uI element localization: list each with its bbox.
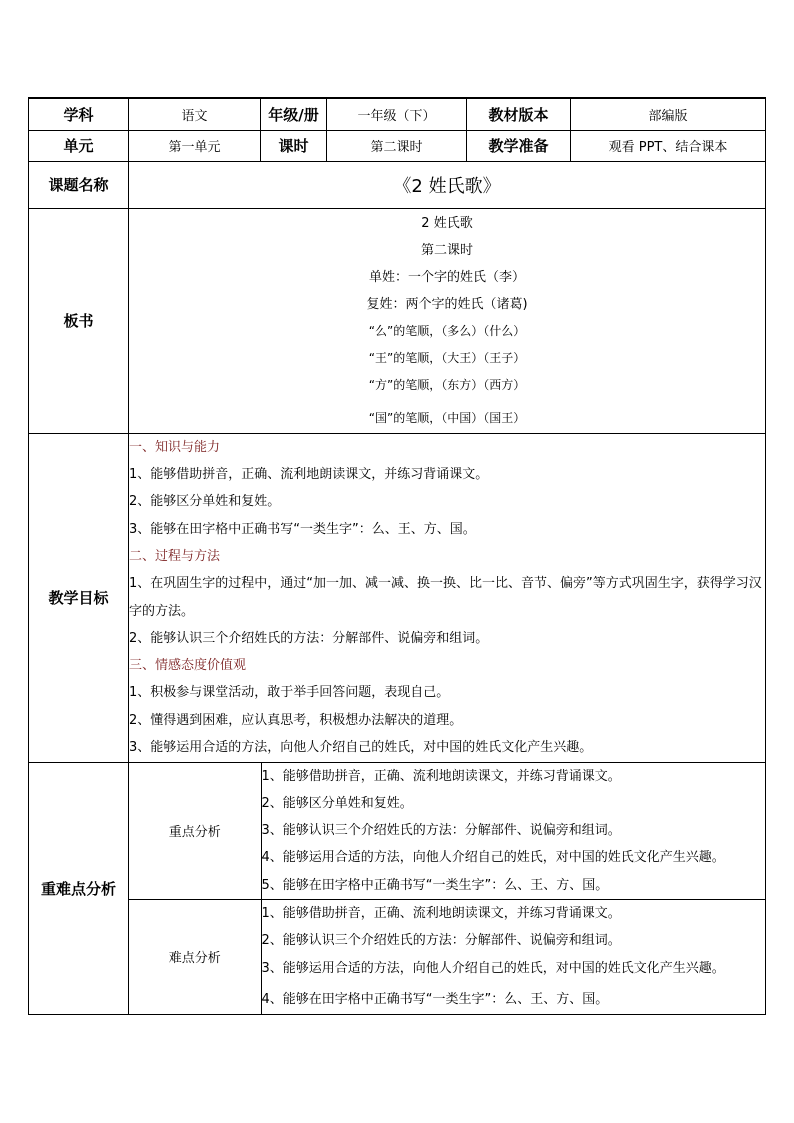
- goal-item: 3、能够运用合适的方法，向他人介绍自己的姓氏，对中国的姓氏文化产生兴趣。: [129, 739, 593, 755]
- board-line: “国”的笔顺，（中国）（国王）: [368, 410, 526, 425]
- period-value: 第二课时: [327, 130, 467, 161]
- period-label: 课时: [261, 130, 327, 161]
- board-line: “王”的笔顺，（大王）（王子）: [368, 350, 526, 365]
- header-row-1: [29, 98, 766, 130]
- goal-item: 1、积极参与课堂活动，敢于举手回答问题，表现自己。: [129, 685, 450, 701]
- key-point-item: 3、能够认识三个介绍姓氏的方法：分解部件、说偏旁和组词。: [261, 823, 621, 839]
- subject-value: 语文: [129, 98, 261, 130]
- key-point-item: 2、能够区分单姓和复姓。: [261, 795, 413, 811]
- goal-item: 2、能够认识三个介绍姓氏的方法：分解部件、说偏旁和组词。: [129, 630, 489, 646]
- edition-label: 教材版本: [467, 98, 571, 130]
- board-line: 2 姓氏歌: [421, 215, 473, 231]
- key-points-row: [129, 763, 765, 900]
- header-row-2: [29, 130, 766, 161]
- analysis-label: 重难点分析: [29, 762, 129, 1014]
- edition-value: 部编版: [571, 98, 766, 130]
- key-point-item: 1、能够借助拼音，正确、流利地朗读课文，并练习背诵课文。: [261, 768, 621, 784]
- goals-label: 教学目标: [29, 433, 129, 762]
- difficult-point-item: 1、能够借助拼音，正确、流利地朗读课文，并练习背诵课文。: [261, 906, 621, 922]
- board-content: [129, 208, 766, 433]
- goal-item: 3、能够在田字格中正确书写“一类生字”：么、王、方、国。: [129, 521, 476, 537]
- goals-content: [129, 433, 766, 762]
- key-points-label: 重点分析: [129, 763, 261, 900]
- difficult-point-item: 3、能够运用合适的方法，向他人介绍自己的姓氏，对中国的姓氏文化产生兴趣。: [261, 960, 725, 976]
- topic-row: [29, 161, 766, 208]
- key-point-item: 4、能够运用合适的方法，向他人介绍自己的姓氏，对中国的姓氏文化产生兴趣。: [261, 850, 725, 866]
- goals-section-heading: 二、过程与方法: [129, 548, 221, 564]
- goal-item: 1、能够借助拼音，正确、流利地朗读课文，并练习背诵课文。: [129, 467, 489, 483]
- difficult-points-label: 难点分析: [129, 900, 261, 1014]
- difficult-points-content: [261, 900, 765, 1014]
- lesson-plan-table: [28, 97, 766, 1015]
- goals-section-heading: 一、知识与能力: [129, 439, 221, 455]
- unit-label: 单元: [29, 130, 129, 161]
- key-points-content: [261, 763, 765, 900]
- unit-value: 第一单元: [129, 130, 261, 161]
- goal-item: 2、懂得遇到困难，应认真思考，积极想办法解决的道理。: [129, 712, 463, 728]
- analysis-cell: [129, 762, 766, 1014]
- prep-label: 教学准备: [467, 130, 571, 161]
- analysis-inner-table: [129, 763, 765, 1014]
- board-line: “么”的笔顺，（多么）（什么）: [368, 323, 526, 338]
- board-line: 单姓：一个字的姓氏（李）: [368, 269, 525, 285]
- board-line: 复姓：两个字的姓氏（诸葛): [366, 296, 528, 312]
- topic-label: 课题名称: [29, 161, 129, 208]
- board-row: [29, 208, 766, 433]
- difficult-point-item: 4、能够在田字格中正确书写“一类生字”：么、王、方、国。: [261, 992, 609, 1008]
- goals-section-heading: 三、情感态度价值观: [129, 658, 247, 674]
- difficult-point-item: 2、能够认识三个介绍姓氏的方法：分解部件、说偏旁和组词。: [261, 933, 621, 949]
- grade-value: 一年级（下）: [327, 98, 467, 130]
- subject-label: 学科: [29, 98, 129, 130]
- analysis-row: [29, 762, 766, 1014]
- board-label: 板书: [29, 208, 129, 433]
- goal-item: 1、在巩固生字的过程中，通过“加一加、减一减、换一换、比一比、音节、偏旁”等方式巩固生字，获得学习汉字的方法。: [129, 576, 762, 619]
- topic-title: 《2 姓氏歌》: [129, 161, 766, 208]
- key-point-item: 5、能够在田字格中正确书写“一类生字”：么、王、方、国。: [261, 877, 609, 893]
- goal-item: 2、能够区分单姓和复姓。: [129, 494, 281, 510]
- difficult-points-row: [129, 900, 765, 1014]
- goals-row: [29, 433, 766, 762]
- prep-value: 观看 PPT、结合课本: [571, 130, 766, 161]
- grade-label: 年级/册: [261, 98, 327, 130]
- board-line: “方”的笔顺，（东方）（西方）: [368, 377, 526, 392]
- board-line: 第二课时: [420, 242, 473, 258]
